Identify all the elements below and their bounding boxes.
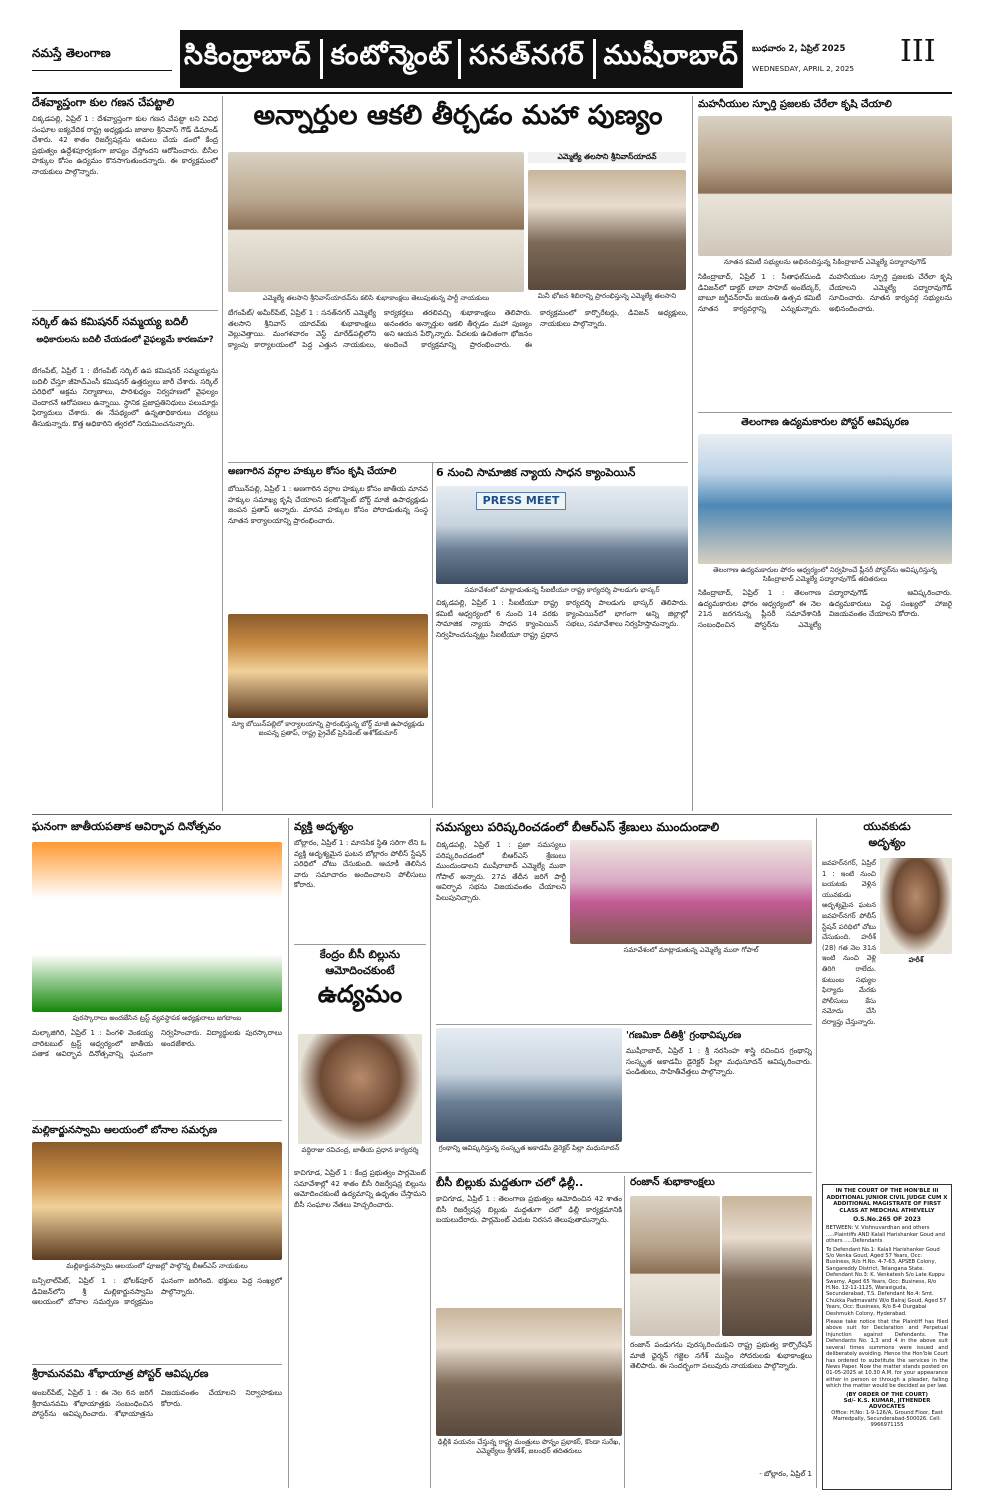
story-bc-bill-caption: వద్దిరాజు రవిచంద్ర, జాతీయ ప్రధాన కార్యదర్శి xyxy=(301,1146,419,1154)
lead-photo-1-caption: ఎమ్మెల్యే తలసాని శ్రీనివాస్‌యాదవ్‌ను కలిసి శుభాకాంక్షలు తెలుపుతున్న పార్టీ నాయకులు xyxy=(262,294,490,302)
masthead-locality-bar xyxy=(180,30,743,88)
story-ramzan-photo-2 xyxy=(722,1196,812,1336)
story-bc-bill-headline-3: ఉద్యమం xyxy=(317,980,403,1008)
lead-headline: అన్నార్తుల ఆకలి తీర్చడం మహా పుణ్యం xyxy=(253,100,663,131)
story-inspiration-body: సికింద్రాబాద్, ఏప్రిల్ 1 : సీతాఫల్‌మండి డివిజన్‌లో డాక్టర్ బాబా సాహెబ్ అంబేద్కర్, బాబూ జగ్జీవన్‌రామ్ జయంతి ఉత్సవ కమిటీ నూతన కార్యవర్గాన్ని ఎన్నుకున్నారు. మహనీయుల స్ఫూర్తి ప్రజలకు చేరేలా కృషి చేయాలని ఎమ్మెల్యే పద్మారావుగౌడ్ సూచించారు. నూతన కార్యవర్గ సభ్యులను అభినందించారు. xyxy=(698,272,952,313)
story-brs-photo xyxy=(570,840,812,944)
brand-logo: నమస్తే తెలంగాణ xyxy=(32,46,111,60)
story-campaign-caption: సమావేశంలో మాట్లాడుతున్న సీఐటీయూ రాష్ట్ర కార్యదర్శి పాలడుగు భాస్కర్ xyxy=(464,586,660,594)
story-caste-census-headline: దేశవ్యాప్తంగా కుల గణన చేపట్టాలి xyxy=(32,96,175,109)
court-notice-to: To Defendant No.1: Kalali Harishanker Goud S/o Venka Goud, Aged 57 Years, Occ: Business, R/o H.No. 4-7-63, APSEB Colony, Sangareddy District, Telangana State. Defendant No.3: K. Venkatesh S/o Late Kuppu Swamy, Aged 65 Years, Occ: Business, R/o H.No. 12-11-1125, Warasiguda, Secunderabad, T.S. Defendant No.4: Smt. Chukka Padmavathi W/o Balraj Goud, Aged 57 Years, Occ: Business, R/o 8-4 Durgabai Deshmukh Colony, Hyderabad. xyxy=(826,1246,947,1317)
court-notice-advocate: Sd/- K.S. KUMAR, JITHENDER ADVOCATES xyxy=(843,1397,931,1410)
story-chalo-delhi-caption: ఢిల్లీకి పయనం చేస్తున్న రాష్ట్ర మంత్రులు పొన్నం ప్రభాకర్, కొండా సురేఖ, ఎమ్మెల్యేలు శ్రీగణేశ్, జలంధర్ తదితరులు xyxy=(437,1438,621,1455)
divider xyxy=(698,412,952,413)
story-transfer-body: బేగంపేట్, ఏప్రిల్ 1 : బేగంపేట్ సర్కిల్ ఉప కమిషనర్ సమ్మయ్యను బదిలీ చేస్తూ జీహెచ్‌ఎంసీ కమిషనర్ ఉత్తర్వులు జారీ చేశారు. సర్కిల్ పరిధిలో అక్రమ నిర్మాణాలు, పారిశుధ్యం నిర్వహణలో వైఫల్యం చెందారనే ఆరోపణలు ఉన్నాయి. స్థానిక ప్రజాప్రతినిధులు పలుమార్లు ఫిర్యాదులు చేశారు. ఈ నేపథ్యంలో ఉన్నతాధికారులు చర్యలు తీసుకున్నారు. కొత్త అధికారిని త్వరలో నియమించనున్నారు. xyxy=(32,366,218,428)
column-rule xyxy=(432,462,433,808)
story-bonalu-photo xyxy=(32,1142,282,1260)
column-rule xyxy=(430,818,431,1488)
story-brs-caption: సమావేశంలో మాట్లాడుతున్న ఎమ్మెల్యే ముఠా గోపాల్ xyxy=(623,946,759,954)
story-bonalu-caption: మల్లికార్జునస్వామి ఆలయంలో పూజల్లో పాల్గొన్న బీఆర్‌ఎస్ నాయకులు xyxy=(66,1262,248,1270)
story-transfer-headline: సర్కిల్ ఉప కమిషనర్ సమ్మయ్య బదిలీ xyxy=(32,316,189,328)
story-youth-missing-body: జవహర్‌నగర్, ఏప్రిల్ 1 : ఇంటి నుంచి బయటకు వెళ్లిన యువకుడు అదృశ్యమైన ఘటన జవహర్‌నగర్ పోలీస్ స్టేషన్ పరిధిలో చోటు చేసుకుంది. హరీశ్ (28) గత నెల 31న ఇంటి నుంచి వెళ్లి తిరిగి రాలేదు. కుటుంబ సభ్యుల ఫిర్యాదు మేరకు పోలీసులు కేసు నమోదు చేసి దర్యాప్తు చేస్తున్నారు. xyxy=(822,859,876,1026)
story-bc-bill-headline-1: కేంద్రం బీసీ బిల్లును xyxy=(319,948,401,961)
story-inspiration-photo xyxy=(698,116,952,256)
story-poster-photo xyxy=(698,434,952,564)
story-campaign-body: చిక్కడపల్లి, ఏప్రిల్ 1 : సీఐటీయూ రాష్ట్ర కమిటీ ఆధ్వర్యంలో 6 నుంచి 14 వరకు సామాజిక న్యాయ సాధన క్యాంపెయిన్ నిర్వహించనున్నట్లు సీఐటీయూ రాష్ట్ర ప్రధాన కార్యదర్శి పాలడుగు భాస్కర్ తెలిపారు. క్యాంపెయిన్‌లో భాగంగా అన్ని జిల్లాల్లో సభలు, సమావేశాలు నిర్వహిస్తామన్నారు. xyxy=(436,598,688,639)
story-poster-headline: తెలంగాణ ఉద్యమకారుల పోస్టర్ ఆవిష్కరణ xyxy=(741,417,909,428)
divider xyxy=(436,1024,812,1025)
lead-body: బేగంపేట్/ అమీర్‌పేట్, ఏప్రిల్ 1 : సనత్‌నగర్ ఎమ్మెల్యే తలసాని శ్రీనివాస్ యాదవ్‌కు శుభాకాంక్షలు వెల్లువెత్తాయి. మంగళవారం వెస్ట్ మారేడ్‌పల్లిలోని క్యాంపు కార్యాలయంలో పెద్ద ఎత్తున నాయకులు, కార్యకర్తలు తరలివచ్చి శుభాకాంక్షలు తెలిపారు. అనంతరం అన్నార్తుల ఆకలి తీర్చడం మహా పుణ్యం అని ఆయన పేర్కొన్నారు. పేదలకు ఉచితంగా భోజనం అందించే కార్యక్రమాన్ని ప్రారంభించారు. ఈ కార్యక్రమంలో కార్పొరేటర్లు, డివిజన్ అధ్యక్షులు, నాయకులు పాల్గొన్నారు. xyxy=(228,308,688,349)
date-telugu: బుధవారం 2, ఏప్రిల్ 2025 xyxy=(752,44,846,54)
story-flag-day-photo xyxy=(32,842,282,1012)
story-book-launch-headline: 'గణమికా దీతిశ్రీ' గ్రంథావిష్కరణ xyxy=(626,1030,742,1041)
story-transfer-kicker: అధికారులను బదిలీ చేయడంలో వైఫల్యమే కారణమా? xyxy=(36,335,214,345)
story-inspiration-caption: నూతన కమిటీ సభ్యులను అభినందిస్తున్న సికింద్రాబాద్ ఎమ్మెల్యే పద్మారావుగౌడ్ xyxy=(723,258,927,266)
story-brs-body-left: చిక్కడపల్లి, ఏప్రిల్ 1 : ప్రజా సమస్యలు పరిష్కరించడంలో బీఆర్‌ఎస్ శ్రేణులు ముందుండాలని ముషీరాబాద్ ఎమ్మెల్యే ముఠా గోపాల్ అన్నారు. 27వ తేదీన జరిగే పార్టీ ఆవిర్భావ సభను విజయవంతం చేయాలని పిలుపునిచ్చారు. xyxy=(436,840,566,902)
story-bc-bill-headline-2: ఆమోదించకుంటే xyxy=(325,964,395,977)
divider xyxy=(294,944,426,945)
masthead-rule xyxy=(32,92,952,94)
locality-cantonment: కంటోన్మెంట్ xyxy=(330,40,451,71)
story-chalo-delhi-headline: బీసీ బిల్లుకు మద్దతుగా చలో ఢిల్లీ.. xyxy=(436,1176,584,1189)
story-youth-missing-headline-1: యువకుడు xyxy=(863,820,911,833)
story-ramzan-body: రంజాన్ పండుగను పురస్కరించుకుని రాష్ట్ర ప్రభుత్వ కార్పొరేషన్ మాజీ ఛైర్మన్ గజ్జెల నగేశ్ ముస్లిం సోదరులకు శుభాకాంక్షలు తెలిపారు. ఈ సందర్భంగా పలువురు నాయకులు పాల్గొన్నారు. xyxy=(630,1340,812,1371)
story-youth-missing-headline-2: అదృశ్యం xyxy=(868,836,906,849)
story-campaign-headline: 6 నుంచి సామాజిక న్యాయ సాధన క్యాంపెయిన్ xyxy=(436,466,636,479)
story-poster-body: సికింద్రాబాద్, ఏప్రిల్ 1 : తెలంగాణ ఉద్యమకారుల ఫోరం ఆధ్వర్యంలో ఈ నెల 21న జరగనున్న ప్లీనరీ సమావేశానికి సంబంధించిన పోస్టర్‌ను ఎమ్మెల్యే పద్మారావుగౌడ్ ఆవిష్కరించారు. ఉద్యమకారులు పెద్ద సంఖ్యలో హాజరై విజయవంతం చేయాలని కోరారు. xyxy=(698,588,952,629)
story-poster-caption: తెలంగాణ ఉద్యమకారుల పోరం ఆధ్వర్యంలో నిర్వహించే ప్లీనరీ పోస్టర్‌ను ఆవిష్కరిస్తున్న సికింద్రాబాద్ ఎమ్మెల్యే పద్మారావుగౌడ్ తదితరులు xyxy=(713,566,937,583)
court-notice-between: BETWEEN: V. Vishnuvardhan and others .....Plaintiffs AND Kalali Harishanker Goud and others .....Defendants xyxy=(826,1225,945,1245)
column-rule xyxy=(288,818,289,1488)
story-campaign-photo xyxy=(436,486,688,584)
divider xyxy=(32,1364,282,1365)
story-chalo-delhi-body: కాచిగూడ, ఏప్రిల్ 1 : తెలంగాణ ప్రభుత్వం ఆమోదించిన 42 శాతం బీసీ రిజర్వేషన్ల బిల్లుకు మద్దతుగా చలో ఢిల్లీ కార్యక్రమానికి బయలుదేరారు. పార్లమెంట్ ఎదుట నిరసన తెలుపుతామన్నారు. xyxy=(436,1194,622,1225)
column-rule xyxy=(624,1176,625,1488)
story-missing-person-headline: వ్యక్తి అదృశ్యం xyxy=(294,820,354,833)
masthead-separator xyxy=(320,39,323,79)
divider xyxy=(32,1120,282,1121)
court-notice-by-order: (BY ORDER OF THE COURT) xyxy=(846,1391,928,1398)
column-rule xyxy=(692,96,693,811)
court-notice-title: IN THE COURT OF THE HON'BLE III ADDITIONAL JUNIOR CIVIL JUDGE CUM X ADDITIONAL MAGISTRATE OF FIRST CLASS AT MEDCHAL ATHEVELLY xyxy=(826,1188,948,1214)
section-divider xyxy=(32,814,952,815)
press-meet-banner: PRESS MEET xyxy=(476,492,566,510)
lead-byline: ఎమ్మెల్యే తలసాని శ్రీనివాస్‌యాదవ్ xyxy=(528,152,686,163)
story-ramzan-photo-1 xyxy=(630,1196,720,1336)
story-ramzan-dateline: - బోల్లారం, ఏప్రిల్ 1 xyxy=(759,1470,812,1478)
divider xyxy=(32,310,218,311)
story-bc-bill-portrait xyxy=(298,1034,422,1144)
lead-photo-2-caption: మినీ భోజన శిబిరాన్ని ప్రారంభిస్తున్న ఎమ్మెల్యే తలసాని xyxy=(537,292,677,300)
story-inspiration-headline: మహనీయుల స్ఫూర్తి ప్రజలకు చేరేలా కృషి చేయాలి xyxy=(698,99,892,110)
story-bc-bill-body: కాచిగూడ, ఏప్రిల్ 1 : కేంద్ర ప్రభుత్వం పార్లమెంట్ సమావేశాల్లో 42 శాతం బీసీ రిజర్వేషన్ల బిల్లును ఆమోదించకుంటే ఉద్యమాన్ని ఉధృతం చేస్తామని బీసీ సంఘాల నేతలు హెచ్చరించారు. xyxy=(294,1168,426,1209)
locality-secunderabad: సికింద్రాబాద్ xyxy=(183,40,312,71)
story-bonalu-body: బన్సీలాల్‌పేట్, ఏప్రిల్ 1 : భోలక్‌పూర్ డివిజన్‌లోని శ్రీ మల్లికార్జునస్వామి ఆలయంలో బోనాల సమర్పణ కార్యక్రమం ఘనంగా జరిగింది. భక్తులు పెద్ద సంఖ్యలో పాల్గొన్నారు. xyxy=(32,1276,282,1307)
story-book-launch-caption: గ్రంథాన్ని ఆవిష్కరిస్తున్న సంస్కృత అకాడమీ డైరెక్టర్ పిల్లా మధుసూదన్ xyxy=(438,1144,620,1152)
lead-photo-1 xyxy=(228,152,524,292)
date-english: WEDNESDAY, APRIL 2, 2025 xyxy=(752,64,855,73)
court-notice-box xyxy=(822,1184,952,1490)
story-missing-person-body: బోల్లారం, ఏప్రిల్ 1 : మానసిక స్థితి సరిగా లేని ఓ వ్యక్తి అదృశ్యమైన ఘటన బోల్లారం పోలీస్ స్టేషన్ పరిధిలో చోటు చేసుకుంది. ఆచూకీ తెలిసిన వారు సమాచారం అందించాలని పోలీసులు కోరారు. xyxy=(294,838,426,890)
story-rights-photo xyxy=(228,614,428,718)
story-chalo-delhi-photo xyxy=(436,1308,622,1436)
story-flag-day-caption: పురస్కారాలు అందజేసిన ట్రస్ట్ వ్యవస్థాపక అధ్యక్షురాలు జగదాంబ xyxy=(72,1014,242,1022)
brand-underline xyxy=(32,70,172,71)
story-rights-headline: అణగారిన వర్గాల హక్కుల కోసం కృషి చేయాలి xyxy=(228,466,397,477)
story-youth-missing-photo-label: హరీశ్ xyxy=(908,956,924,964)
story-caste-census-body: చిక్కడపల్లి, ఏప్రిల్ 1 : దేశవ్యాప్తంగా కుల గణన చేపట్టా లని వివిధ సంఘాల ఐక్యవేదిక రాష్ట్ర అధ్యక్షుడు జాజుల శ్రీనివాస్ గౌడ్ డిమాండ్ చేశారు. 42 శాతం రిజర్వేషన్లను అమలు చేయ డంలో కేంద్ర ప్రభుత్వం ఉద్దేశపూర్వకంగా జాప్యం చేస్తోందని ఆరోపించారు. బీసీల హక్కుల కోసం ఉద్యమం కొనసాగుతుందన్నారు. ఈ కార్యక్రమంలో నాయకులు పాల్గొన్నారు. xyxy=(32,114,218,176)
lead-photo-2 xyxy=(528,170,686,290)
locality-sanathnagar: సనత్‌నగర్ xyxy=(469,40,585,71)
masthead-separator xyxy=(458,39,461,79)
court-notice-case: O.S.No.265 OF 2023 xyxy=(853,1216,921,1224)
story-flag-day-headline: ఘనంగా జాతీయపతాక ఆవిర్భావ దినోత్సవం xyxy=(32,820,221,833)
story-youth-missing-photo xyxy=(880,858,952,954)
divider xyxy=(436,1172,812,1173)
locality-musheerabad: ముషీరాబాద్ xyxy=(603,40,739,71)
story-rights-caption: న్యూ బోయిన్‌పల్లిలో కార్యాలయాన్ని ప్రారంభిస్తున్న బోర్డ్ మాజీ ఉపాధ్యక్షుడు జంపన్న ప్రతాప్, రాష్ట్ర ప్రైవేట్ ప్రెసిడెంట్ అశోక్‌కుమార్ xyxy=(231,720,425,737)
column-rule xyxy=(222,96,223,811)
story-flag-day-body: మల్కాజిగిరి, ఏప్రిల్ 1 : పింగళి వెంకయ్య చారిటబుల్ ట్రస్ట్ ఆధ్వర్యంలో జాతీయ పతాక ఆవిర్భావ దినోత్సవాన్ని ఘనంగా నిర్వహించారు. విద్యార్థులకు పురస్కారాలు అందజేశారు. xyxy=(32,1028,282,1059)
court-notice-text: Please take notice that the Plaintiff has filed above suit for Declaration and Perpetual Injunction against Defendants. The Defendants No. 1,3 and 4 in the above suit several times summons were issued and deliberately avoiding. Hence the Hon'ble Court has ordered to substitute the services in the News Paper. Now the matter stands posted on 01-05-2025 at 10.30 A.M. for your appearance either in person or through a pleader, failing which the matter would be decided as per law. xyxy=(826,1319,948,1390)
divider xyxy=(228,462,688,463)
story-brs-headline: సమస్యలు పరిష్కరించడంలో బీఆర్‌ఎస్ శ్రేణులు ముందుండాలి xyxy=(436,820,720,834)
masthead-separator xyxy=(593,39,596,79)
page-number: III xyxy=(900,34,936,69)
story-book-launch-body: ముషీరాబాద్, ఏప్రిల్ 1 : శ్రీ నరసింహ శాస్త్రి రచించిన గ్రంథాన్ని సంస్కృత అకాడమీ డైరెక్టర్ పిల్లా మధుసూదన్ ఆవిష్కరించారు. పండితులు, సాహితీవేత్తలు పాల్గొన్నారు. xyxy=(626,1046,812,1077)
story-bonalu-headline: మల్లికార్జునస్వామి ఆలయంలో బోనాల సమర్పణ xyxy=(32,1125,218,1136)
story-ramzan-headline: రంజాన్ శుభాకాంక్షలు xyxy=(630,1176,715,1188)
column-rule xyxy=(816,818,817,1488)
story-sriramanavami-headline: శ్రీరామనవమి శోభాయాత్ర పోస్టర్ ఆవిష్కరణ xyxy=(32,1368,209,1380)
story-rights-body: బోయిన్‌పల్లి, ఏప్రిల్ 1 : అణగారిన వర్గాల హక్కుల కోసం జాతీయ మానవ హక్కుల సమాఖ్య కృషి చేయాలని కంటోన్మెంట్ బోర్డ్ మాజీ ఉపాధ్యక్షుడు జంపన ప్రతాప్ అన్నారు. మానవ హక్కుల కోసం పోరాడుతున్న సంస్థ నూతన కార్యాలయాన్ని ప్రారంభించారు. xyxy=(228,484,428,525)
court-notice-address: Office: H.No: 1-9-126/A, Ground Floor, East Marredpally, Secunderabad-500026. Cell: 9966971155 xyxy=(831,1409,943,1429)
story-book-launch-photo xyxy=(436,1028,622,1142)
story-sriramanavami-body: అంబర్‌పేట్, ఏప్రిల్ 1 : ఈ నెల 6న జరిగే శ్రీరామనవమి శోభాయాత్రకు సంబంధించిన పోస్టర్‌ను ఆవిష్కరించారు. శోభాయాత్రను విజయవంతం చేయాలని నిర్వాహకులు కోరారు. xyxy=(32,1388,282,1419)
